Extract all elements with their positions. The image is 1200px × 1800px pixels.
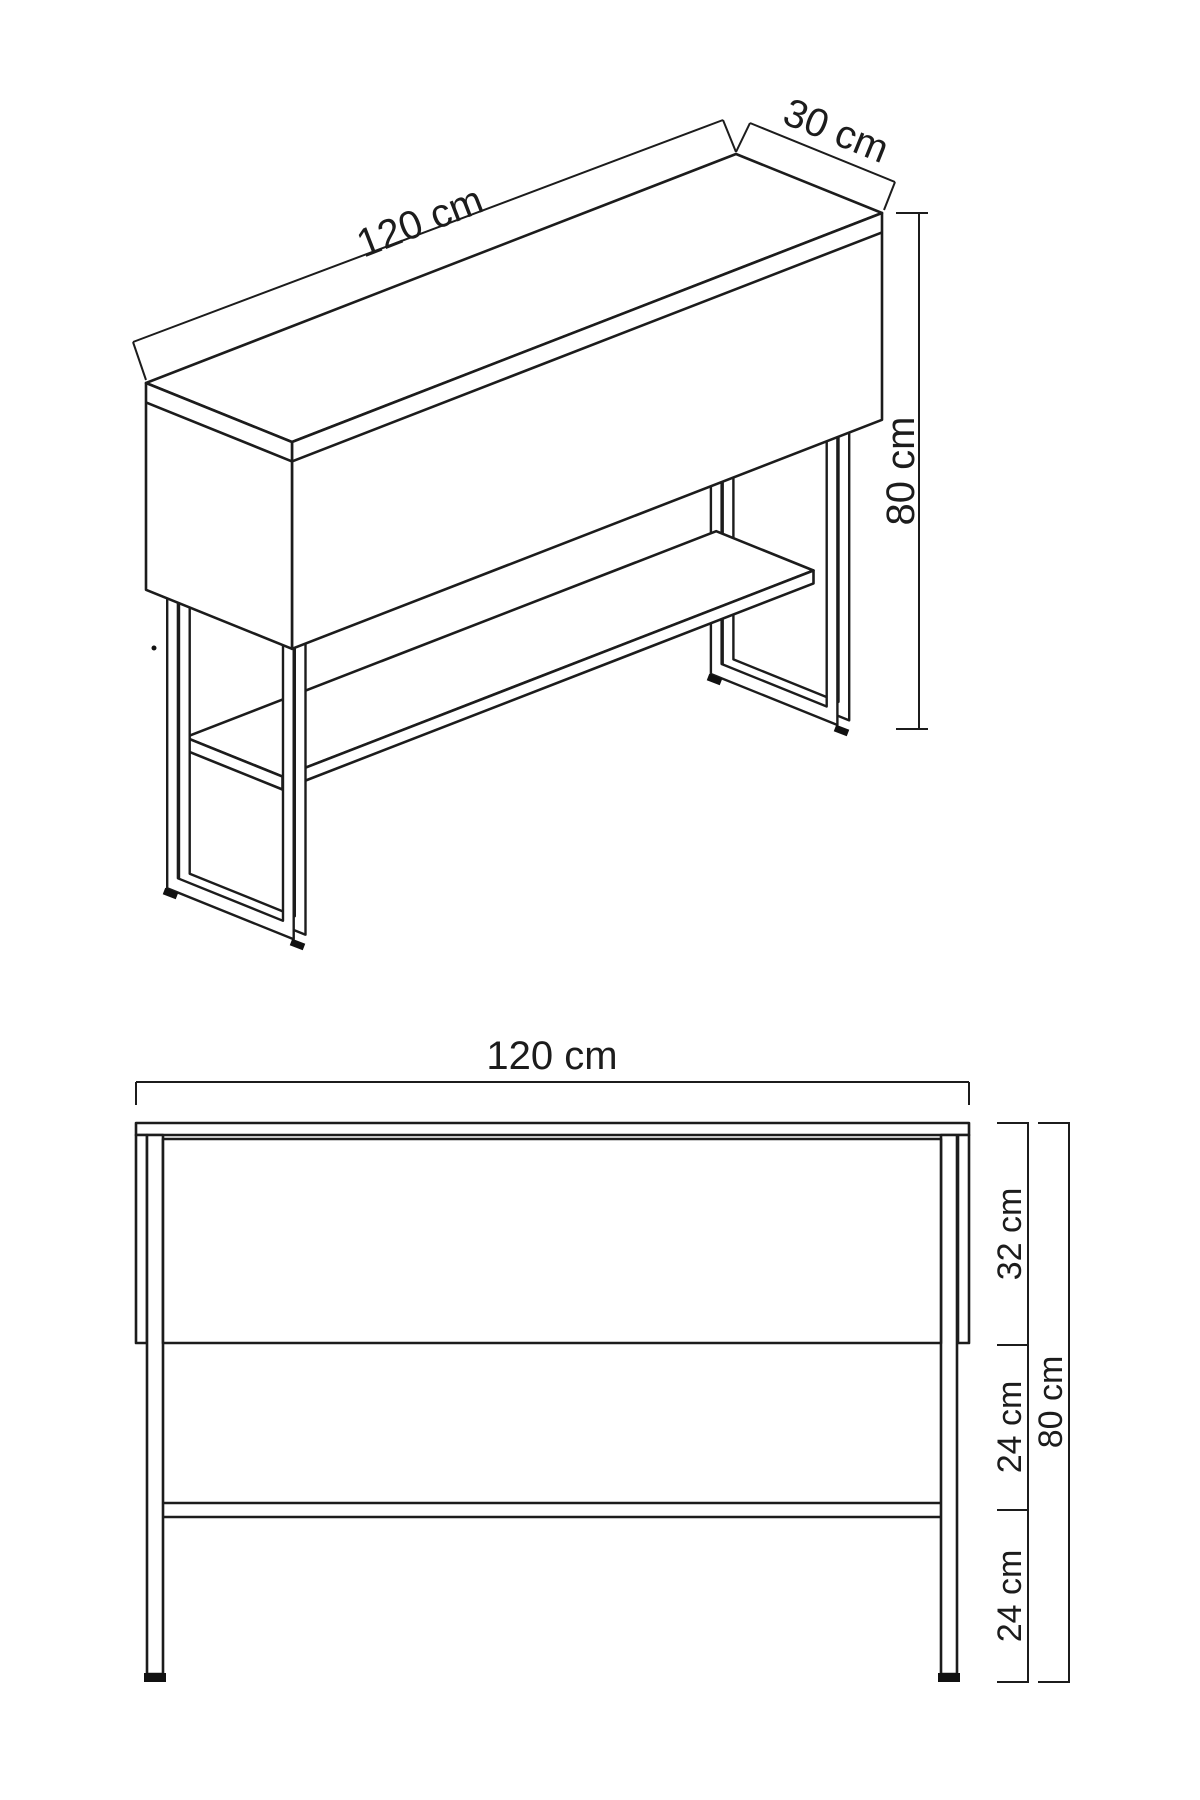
- leg-foot-pad: [144, 1673, 166, 1682]
- dim-label-length-iso: 120 cm: [350, 177, 490, 267]
- dim-label-width-front: 120 cm: [486, 1034, 618, 1078]
- shelf-front: [163, 1503, 941, 1517]
- dim-label-middle-section: 24 cm: [991, 1380, 1029, 1474]
- dim-sections-front: [991, 1123, 1029, 1682]
- isometric-view: [133, 90, 928, 947]
- leg-foot-pad: [835, 728, 848, 733]
- dim-label-total-height: 80 cm: [1032, 1355, 1070, 1449]
- dim-label-lower-section: 24 cm: [991, 1549, 1029, 1643]
- tabletop: [136, 1123, 969, 1135]
- leg-foot-pad: [164, 891, 177, 896]
- dim-width-front: [136, 1034, 969, 1105]
- leg-foot-pad: [291, 942, 304, 947]
- right-end-cap: [958, 1135, 969, 1343]
- back-panel: [163, 1139, 941, 1343]
- dim-label-height-iso: 80 cm: [879, 416, 923, 526]
- left-end-cap: [136, 1135, 147, 1343]
- leg-foot-pad: [708, 677, 721, 682]
- leg-foot-pad: [938, 1673, 960, 1682]
- fixing-dot: [152, 646, 157, 651]
- dim-total-height-front: [1032, 1123, 1070, 1682]
- front-elevation-view: [136, 1034, 1070, 1682]
- dim-label-depth-iso: 30 cm: [777, 90, 895, 172]
- dim-label-upper-section: 32 cm: [991, 1187, 1029, 1281]
- dim-height-iso: [879, 213, 928, 729]
